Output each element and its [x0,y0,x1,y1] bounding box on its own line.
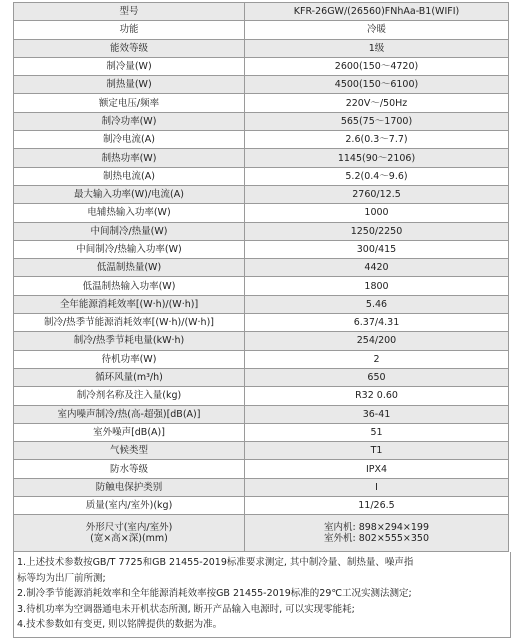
dimensions-label-line: 外形尺寸(室内/室外) [85,522,173,534]
spec-row [14,131,509,149]
spec-label: 最大输入功率(W)/电流(A) [14,185,245,203]
spec-value: IPX4 [245,460,509,478]
spec-value: 11/26.5 [245,497,509,515]
spec-value: 2 [245,350,509,368]
spec-value: 565(75～1700) [245,112,509,130]
spec-value: 254/200 [245,332,509,350]
spec-value: R32 0.60 [245,387,509,405]
spec-row [14,3,509,21]
spec-label: 低温制热输入功率(W) [14,277,245,295]
spec-row [14,423,509,441]
spec-label: 制冷电流(A) [14,131,245,149]
spec-value: 1800 [245,277,509,295]
spec-row [14,57,509,75]
spec-label: 功能 [14,21,245,39]
spec-value: 1000 [245,204,509,222]
spec-row [14,478,509,496]
spec-label: 中间制冷/热量(W) [14,222,245,240]
spec-row [14,149,509,167]
spec-table-body [14,3,509,552]
spec-value: 4420 [245,259,509,277]
spec-label: 待机功率(W) [14,350,245,368]
spec-value: 6.37/4.31 [245,314,509,332]
spec-row [14,387,509,405]
spec-row [14,39,509,57]
spec-value: 36-41 [245,405,509,423]
note-line: 1.上述技术参数按GB/T 7725和GB 21455-2019标准要求测定, 其中制冷量、制热量、噪声指 [17,557,414,569]
spec-label: 中间制冷/热输入功率(W) [14,240,245,258]
spec-label: 循环风量(m³/h) [14,368,245,386]
spec-label: 防水等级 [14,460,245,478]
spec-label: 型号 [14,3,245,21]
spec-row [14,259,509,277]
spec-row [14,204,509,222]
spec-label: 制热电流(A) [14,167,245,185]
spec-row [14,442,509,460]
note-line: 2.制冷季节能源消耗效率和全年能源消耗效率按GB 21455-2019标准的29℃工况实测法测定; [17,588,412,600]
spec-value: 1145(90～2106) [245,149,509,167]
dimensions-value [245,515,509,552]
spec-row [14,350,509,368]
spec-label: 能效等级 [14,39,245,57]
notes-section [13,552,511,638]
spec-value: 2.6(0.3～7.7) [245,131,509,149]
spec-label: 制冷/热季节能源消耗效率[(W·h)/(W·h)] [14,314,245,332]
spec-value: 220V～/50Hz [245,94,509,112]
spec-label: 制冷量(W) [14,57,245,75]
spec-value: 1级 [245,39,509,57]
spec-label: 气候类型 [14,442,245,460]
dimensions-label [14,515,245,552]
spec-label: 额定电压/频率 [14,94,245,112]
spec-row [14,94,509,112]
spec-value: 4500(150～6100) [245,76,509,94]
spec-value: I [245,478,509,496]
spec-value: 2760/12.5 [245,185,509,203]
spec-row [14,185,509,203]
spec-row [14,332,509,350]
spec-row [14,405,509,423]
spec-value: 650 [245,368,509,386]
spec-row [14,222,509,240]
spec-label: 全年能源消耗效率[(W·h)/(W·h)] [14,295,245,313]
dimensions-row [14,515,509,552]
spec-row [14,277,509,295]
spec-value: 1250/2250 [245,222,509,240]
spec-label: 制冷功率(W) [14,112,245,130]
spec-sheet [13,2,509,638]
spec-row [14,167,509,185]
spec-label: 室外噪声[dB(A)] [14,423,245,441]
spec-row [14,76,509,94]
spec-row [14,460,509,478]
spec-label: 制热功率(W) [14,149,245,167]
spec-row [14,295,509,313]
spec-label: 制热量(W) [14,76,245,94]
spec-value: 300/415 [245,240,509,258]
note-line: 标等均为出厂前所测; [17,572,106,584]
spec-label: 制冷剂名称及注入量(kg) [14,387,245,405]
spec-value: T1 [245,442,509,460]
spec-row [14,368,509,386]
spec-value: 51 [245,423,509,441]
dimensions-value-line: 室外机: 802×555×350 [323,533,430,545]
spec-label: 质量(室内/室外)(kg) [14,497,245,515]
spec-value: 冷暖 [245,21,509,39]
spec-value: 2600(150～4720) [245,57,509,75]
spec-row [14,112,509,130]
spec-label: 制冷/热季节耗电量(kW·h) [14,332,245,350]
spec-row [14,497,509,515]
spec-row [14,21,509,39]
spec-label: 防触电保护类别 [14,478,245,496]
spec-label: 室内噪声制冷/热(高-超强)[dB(A)] [14,405,245,423]
dimensions-label-line: (宽×高×深)(mm) [90,533,168,545]
spec-row [14,314,509,332]
spec-value: 5.46 [245,295,509,313]
spec-value: KFR-26GW/(26560)FNhAa-B1(WIFI) [245,3,509,21]
spec-table [13,2,509,552]
spec-label: 电辅热输入功率(W) [14,204,245,222]
note-line: 4.技术参数如有变更, 则以铭牌提供的数据为准。 [17,619,223,631]
spec-row [14,240,509,258]
note-line: 3.待机功率为空调器通电未开机状态所测, 断开产品输入电源时, 可以实现零能耗; [17,603,355,615]
spec-label: 低温制热量(W) [14,259,245,277]
dimensions-value-line: 室内机: 898×294×199 [323,522,430,534]
spec-value: 5.2(0.4～9.6) [245,167,509,185]
